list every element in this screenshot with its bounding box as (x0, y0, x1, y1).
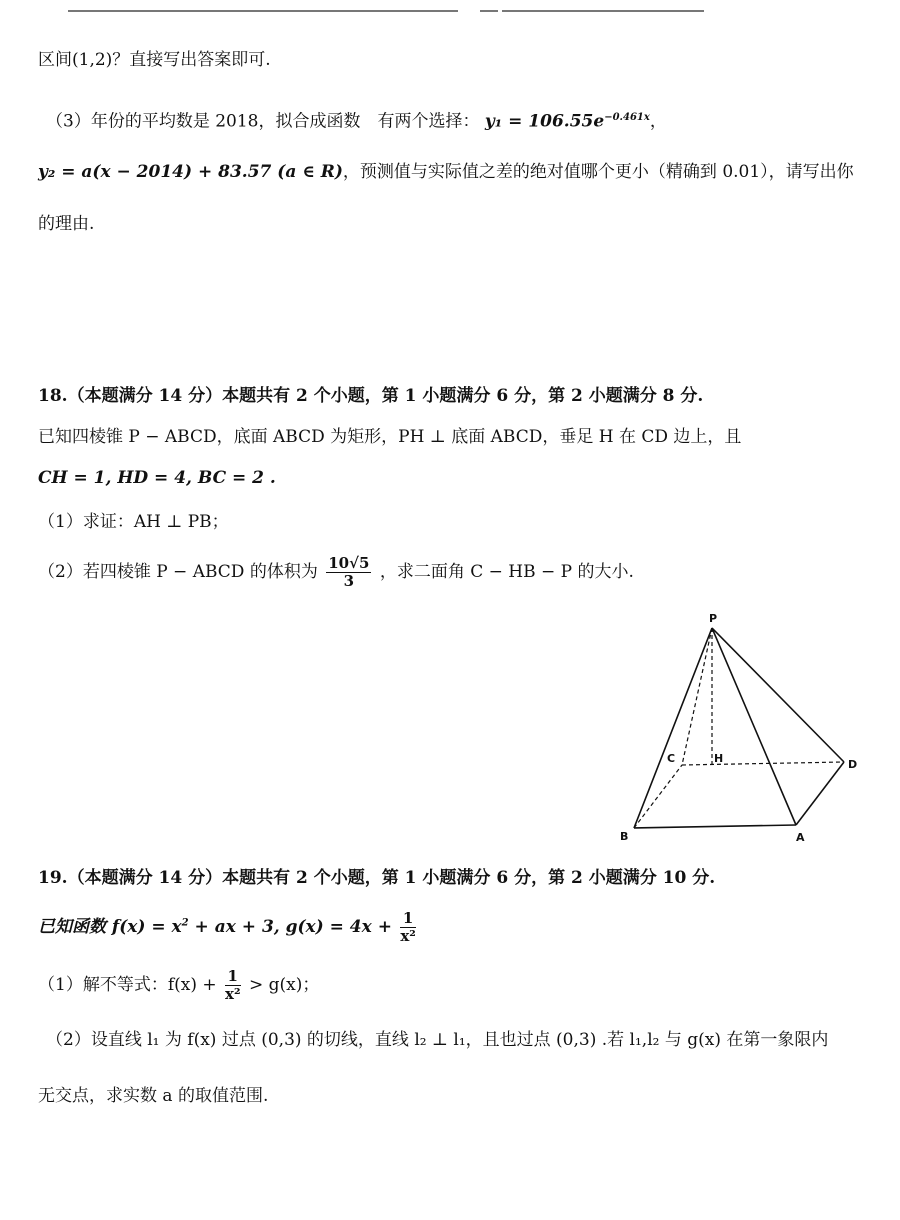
label-C: C (667, 752, 676, 765)
q18-volume-fraction (326, 555, 371, 590)
q19-given-mid: + ax + 3, g(x) = 4x + (188, 917, 392, 937)
q19-header: 19.（本题满分 14 分）本题共有 2 个小题，第 1 小题满分 6 分，第 2 小题满分 10 分. (38, 868, 716, 888)
top-rule-left (68, 10, 458, 12)
q19-given-square: 2 (181, 917, 189, 929)
edge-AD (796, 762, 844, 825)
q18-part2 (38, 555, 634, 590)
q19-given-fraction-denominator: x² (400, 927, 416, 945)
label-H: H (714, 752, 724, 765)
q19-part1-prefix: （1）解不等式：f(x) + (38, 975, 217, 995)
pyramid-figure (600, 610, 870, 850)
edge-PC (682, 628, 712, 765)
edge-BC (634, 765, 682, 828)
label-D: D (848, 758, 858, 771)
q19-part1-suffix: > g(x)； (248, 975, 320, 995)
edge-PB (634, 628, 712, 828)
label-A: A (796, 831, 805, 844)
edge-PD (712, 628, 844, 762)
q18-header: 18.（本题满分 14 分）本题共有 2 个小题，第 1 小题满分 6 分，第 2 小题满分 8 分. (38, 386, 704, 406)
label-B: B (620, 830, 629, 843)
q17-part3-prefix: （3）年份的平均数是 2018，拟合成函数 有两个选择： (46, 111, 480, 132)
edge-BA (634, 825, 796, 828)
q19-part1-fraction-numerator: 1 (225, 968, 241, 986)
q19-part2-line2: 无交点，求实数 a 的取值范围. (38, 1086, 269, 1106)
q19-given-fraction (400, 910, 416, 945)
q19-part1-fraction (225, 968, 241, 1003)
q17-part3-line2 (38, 160, 854, 184)
q18-fraction-numerator: 10√5 (328, 554, 370, 572)
q18-part2-suffix: ，求二面角 C − HB − P 的大小. (379, 562, 634, 582)
q19-part2-line1: （2）设直线 l₁ 为 f(x) 过点 (0,3) 的切线，直线 l₂ ⊥ l₁，且也过点 (0,3) .若 l₁,l₂ 与 g(x) 在第一象限内 (46, 1030, 829, 1050)
q17-y2-formula: y₂ = a(x − 2014) + 83.57 (a ∈ R) (38, 162, 343, 182)
label-P: P (709, 612, 718, 625)
q17-part3-rest: ，预测值与实际值之差的绝对值哪个更小（精确到 0.01），请写出你 (342, 162, 854, 182)
q18-fraction-denominator: 3 (343, 572, 355, 590)
q19-part1 (38, 968, 319, 1003)
q18-part2-prefix: （2）若四棱锥 P − ABCD 的体积为 (38, 562, 318, 582)
q17-line0: 区间(1,2)？直接写出答案即可. (38, 50, 271, 70)
q18-given-line2: CH = 1, HD = 4, BC = 2 . (38, 468, 276, 488)
q19-given-fraction-numerator: 1 (400, 910, 416, 928)
edge-CD (682, 762, 844, 765)
q19-given (38, 910, 419, 945)
q18-given-line1: 已知四棱锥 P − ABCD，底面 ABCD 为矩形，PH ⊥ 底面 ABCD，垂足 H 在 CD 边上，且 (38, 427, 742, 447)
top-rule-right (502, 10, 704, 12)
q19-part1-fraction-denominator: x² (225, 985, 241, 1003)
q17-y1-exponent: −0.461x (604, 112, 650, 123)
top-rule-mid (480, 10, 498, 12)
q19-given-prefix: 已知函数 f(x) = x (38, 917, 182, 937)
q17-part3-line1 (46, 106, 667, 134)
q17-y1-tail: ， (649, 111, 667, 132)
q17-y1-formula: y₁ = 106.55e (484, 111, 605, 132)
q17-part3-end: 的理由. (38, 214, 95, 234)
edge-PA (712, 628, 796, 825)
q18-part1: （1）求证：AH ⊥ PB； (38, 512, 229, 532)
